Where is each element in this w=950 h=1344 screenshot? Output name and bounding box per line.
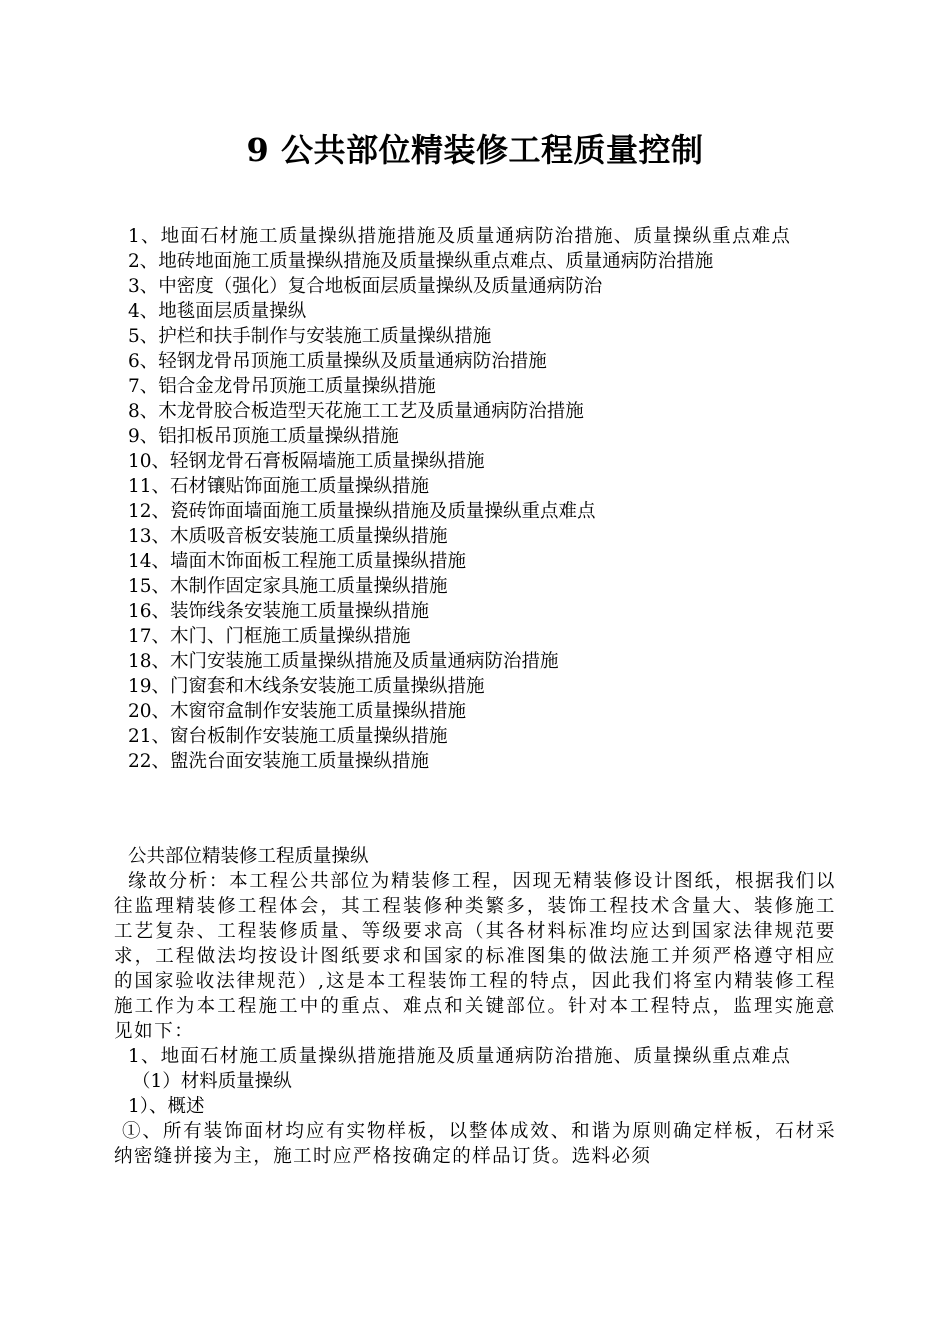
toc-item: 21、窗台板制作安装施工质量操纵措施	[128, 726, 448, 747]
toc-item: 13、木质吸音板安装施工质量操纵措施	[128, 526, 448, 547]
section-heading: 公共部位精装修工程质量操纵	[128, 846, 369, 867]
page-title: 9 公共部位精装修工程质量控制	[246, 131, 704, 169]
toc-item: 9、铝扣板吊顶施工质量操纵措施	[128, 426, 399, 447]
circ1-paragraph: ①、所有装饰面材均应有实物样板，以整体成效、和谐为原则确定样板，石材采纳密缝拼接为主，施工时应严格按确定的样品订货。选料必须	[114, 1121, 836, 1167]
toc-item: 4、地毯面层质量操纵	[128, 301, 307, 322]
toc-item: 14、墙面木饰面板工程施工质量操纵措施	[128, 551, 467, 572]
toc-item: 12、瓷砖饰面墙面施工质量操纵措施及质量操纵重点难点	[128, 501, 596, 522]
sub-heading-material-quality: （1）材料质量操纵	[132, 1071, 292, 1092]
toc-item: 11、石材镶贴饰面施工质量操纵措施	[128, 476, 430, 497]
reason-paragraph: 缘故分析：本工程公共部位为精装修工程，因现无精装修设计图纸，根据我们以往监理精装修工程体会，其工程装修种类繁多，装饰工程技术含量大、装修施工工艺复杂、工程装修质量、等级要求高（其各材料标准均应达到国家法律规范要求，工程做法均按设计图纸要求和国家的标准图集的做法施工并须严格遵守相应的国家验收法律规范）,这是本工程装饰工程的特点，因此我们将室内精装修工程施工作为本工程施工中的重点、难点和关键部位。针对本工程特点，监理实施意见如下：	[114, 871, 836, 1042]
toc-item: 5、护栏和扶手制作与安装施工质量操纵措施	[128, 326, 492, 347]
toc-item: 2、地砖地面施工质量操纵措施及质量操纵重点难点、质量通病防治措施	[128, 251, 714, 272]
toc-item: 20、木窗帘盒制作安装施工质量操纵措施	[128, 701, 467, 722]
toc-item: 3、中密度（强化）复合地板面层质量操纵及质量通病防治	[128, 276, 603, 297]
sub-heading-overview: 1）、概述	[128, 1096, 205, 1117]
toc-item: 22、盥洗台面安装施工质量操纵措施	[128, 751, 430, 772]
toc-item: 6、轻钢龙骨吊顶施工质量操纵及质量通病防治措施	[128, 351, 547, 372]
toc-item: 15、木制作固定家具施工质量操纵措施	[128, 576, 448, 597]
table-of-contents	[114, 224, 838, 774]
item1-heading: 1、地面石材施工质量操纵措施措施及质量通病防治措施、质量操纵重点难点	[128, 1046, 792, 1067]
toc-item: 18、木门安装施工质量操纵措施及质量通病防治措施	[128, 651, 559, 672]
toc-item: 16、装饰线条安装施工质量操纵措施	[128, 601, 430, 622]
toc-item: 17、木门、门框施工质量操纵措施	[128, 626, 411, 647]
toc-item: 7、铝合金龙骨吊顶施工质量操纵措施	[128, 376, 436, 397]
toc-item: 8、木龙骨胶合板造型天花施工工艺及质量通病防治措施	[128, 401, 584, 422]
toc-item: 10、轻钢龙骨石膏板隔墙施工质量操纵措施	[128, 451, 485, 472]
toc-item: 1、地面石材施工质量操纵措施措施及质量通病防治措施、质量操纵重点难点	[128, 226, 792, 247]
toc-item: 19、门窗套和木线条安装施工质量操纵措施	[128, 676, 485, 697]
body-section	[114, 844, 836, 1169]
